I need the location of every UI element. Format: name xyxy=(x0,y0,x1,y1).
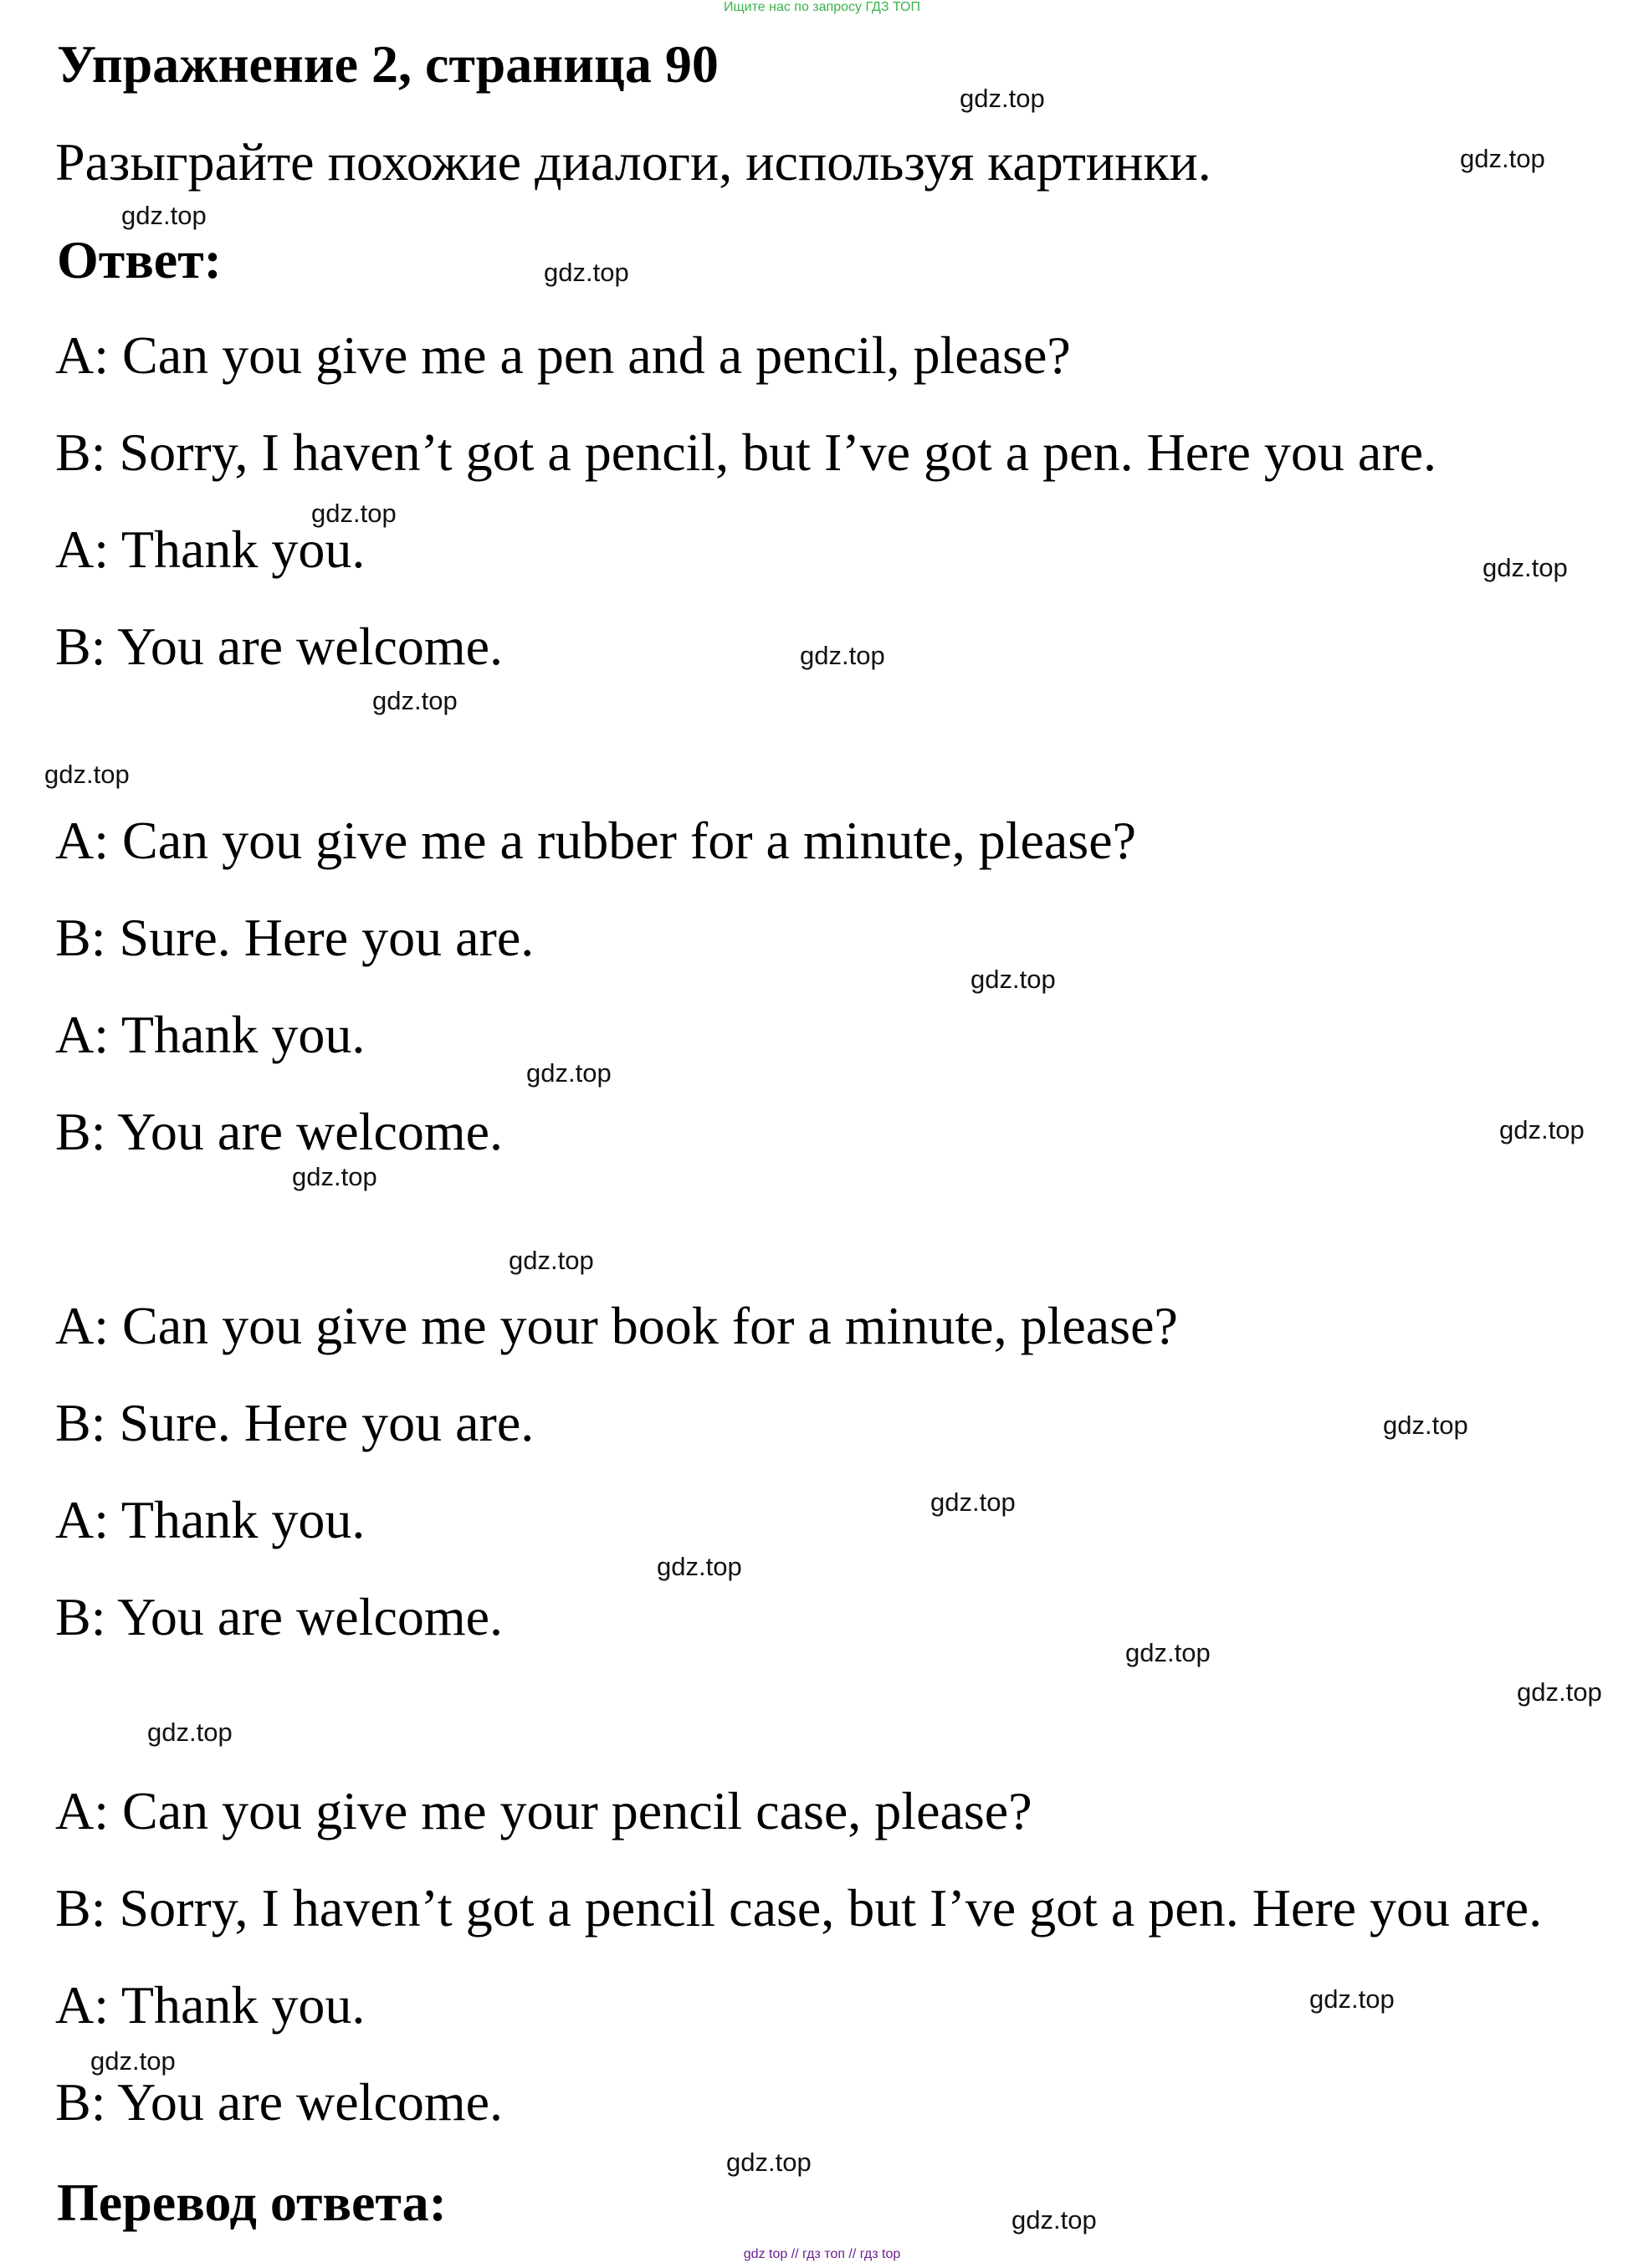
watermark: gdz.top xyxy=(292,1162,377,1191)
dialogue-line: B: Sorry, I haven’t got a pencil, but I’ve got a pen. Here you are. xyxy=(55,422,1437,482)
dialogue-line: B: Sorry, I haven’t got a pencil case, but I’ve got a pen. Here you are. xyxy=(55,1878,1543,1938)
dialogue-line: A: Can you give me your book for a minute, please? xyxy=(55,1296,1178,1355)
dialogue-line: B: Sure. Here you are. xyxy=(55,1393,535,1452)
dialogue-line: B: You are welcome. xyxy=(55,617,504,676)
translation-heading: Перевод ответа: xyxy=(57,2173,447,2232)
watermark: gdz.top xyxy=(1460,144,1545,173)
footer-text: gdz top // гдз топ // гдз top xyxy=(743,2247,901,2261)
watermark: gdz.top xyxy=(657,1552,742,1581)
dialogue-line: A: Can you give me your pencil case, please? xyxy=(55,1781,1032,1841)
watermark: gdz.top xyxy=(44,760,130,789)
watermark: gdz.top xyxy=(1483,553,1568,582)
dialogue-line: A: Can you give me a rubber for a minute, please? xyxy=(55,811,1136,870)
watermark: gdz.top xyxy=(1499,1115,1585,1144)
watermark: gdz.top xyxy=(544,258,629,287)
dialogue-line: A: Can you give me a pen and a pencil, please? xyxy=(55,325,1071,385)
watermark: gdz.top xyxy=(1517,1677,1602,1707)
watermark: gdz.top xyxy=(1383,1410,1468,1440)
dialogue-line: A: Thank you. xyxy=(55,520,366,579)
watermark: gdz.top xyxy=(1309,1984,1395,2014)
watermark: gdz.top xyxy=(960,84,1045,113)
top-banner: Ищите нас по запросу ГДЗ ТОП xyxy=(724,0,920,14)
page-title: Упражнение 2, страница 90 xyxy=(57,34,719,94)
watermark: gdz.top xyxy=(971,965,1056,994)
watermark: gdz.top xyxy=(372,686,458,715)
watermark: gdz.top xyxy=(1011,2205,1097,2235)
watermark: gdz.top xyxy=(930,1487,1016,1517)
answer-heading: Ответ: xyxy=(57,230,222,289)
watermark: gdz.top xyxy=(726,2148,812,2177)
dialogue-line: B: You are welcome. xyxy=(55,1102,504,1161)
dialogue-line: A: Thank you. xyxy=(55,1975,366,2035)
dialogue-line: A: Thank you. xyxy=(55,1490,366,1549)
dialogue-line: B: Sure. Here you are. xyxy=(55,908,535,967)
watermark: gdz.top xyxy=(121,201,207,230)
task-text: Разыграйте похожие диалоги, используя картинки. xyxy=(55,132,1211,192)
dialogue-line: B: You are welcome. xyxy=(55,2072,504,2132)
watermark: gdz.top xyxy=(509,1246,594,1275)
watermark: gdz.top xyxy=(90,2046,176,2076)
watermark: gdz.top xyxy=(526,1058,612,1088)
watermark: gdz.top xyxy=(311,499,397,528)
dialogue-line: B: You are welcome. xyxy=(55,1587,504,1646)
dialogue-line: A: Thank you. xyxy=(55,1005,366,1064)
watermark: gdz.top xyxy=(147,1718,233,1747)
watermark: gdz.top xyxy=(800,641,885,670)
watermark: gdz.top xyxy=(1125,1638,1211,1667)
